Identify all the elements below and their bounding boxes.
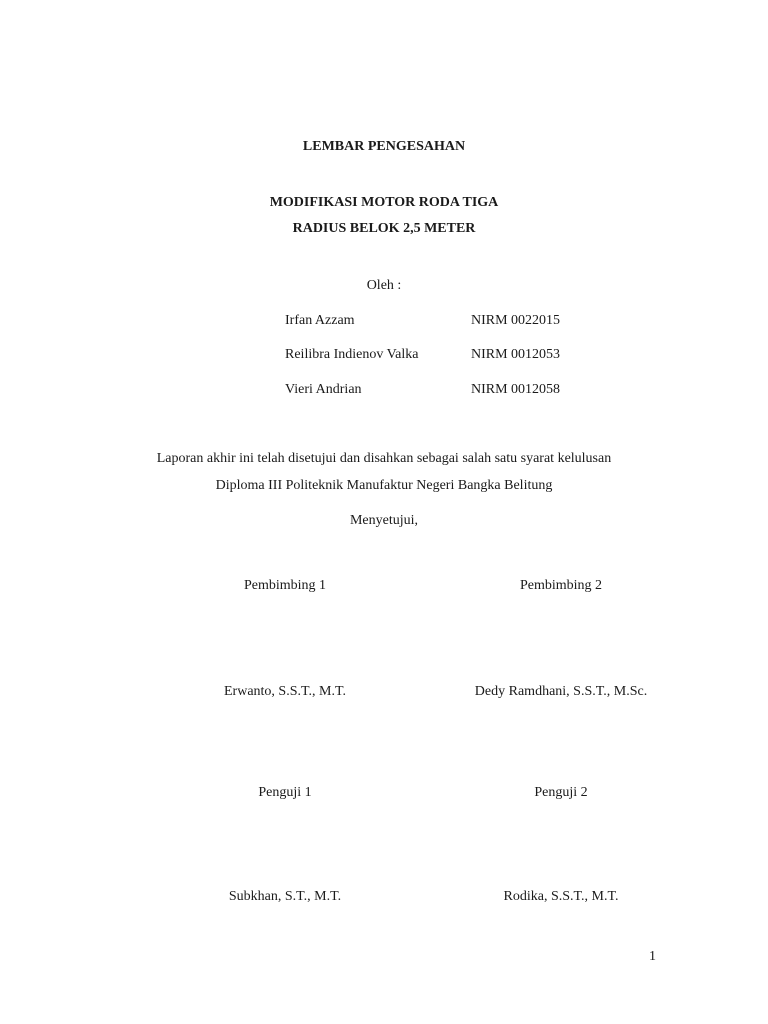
supervisor-2-name: Dedy Ramdhani, S.S.T., M.Sc. [474, 684, 648, 699]
author-name: Vieri Andrian [285, 382, 362, 397]
examiner-1-role: Penguji 1 [258, 785, 312, 800]
by-label: Oleh : [366, 278, 402, 293]
report-title-line-2: RADIUS BELOK 2,5 METER [292, 221, 476, 236]
supervisor-2-role: Pembimbing 2 [519, 578, 603, 593]
report-title-line-1: MODIFIKASI MOTOR RODA TIGA [269, 195, 499, 210]
supervisor-1-name: Erwanto, S.S.T., M.T. [224, 684, 346, 699]
author-nirm: NIRM 0022015 [471, 313, 561, 328]
approval-label: Menyetujui, [349, 513, 419, 528]
approval-statement-line-2: Diploma III Politeknik Manufaktur Negeri Bangka Belitung [215, 478, 553, 493]
page-number: 1 [649, 949, 656, 964]
author-nirm: NIRM 0012058 [471, 382, 561, 397]
examiner-2-role: Penguji 2 [534, 785, 588, 800]
examiner-1-name: Subkhan, S.T., M.T. [228, 889, 342, 904]
author-nirm: NIRM 0012053 [471, 347, 561, 362]
page-heading: LEMBAR PENGESAHAN [302, 139, 466, 154]
approval-statement-line-1: Laporan akhir ini telah disetujui dan disahkan sebagai salah satu syarat kelulusan [156, 451, 612, 466]
author-name: Irfan Azzam [285, 313, 355, 328]
supervisor-1-role: Pembimbing 1 [243, 578, 327, 593]
author-name: Reilibra Indienov Valka [285, 347, 419, 362]
examiner-2-name: Rodika, S.S.T., M.T. [503, 889, 619, 904]
